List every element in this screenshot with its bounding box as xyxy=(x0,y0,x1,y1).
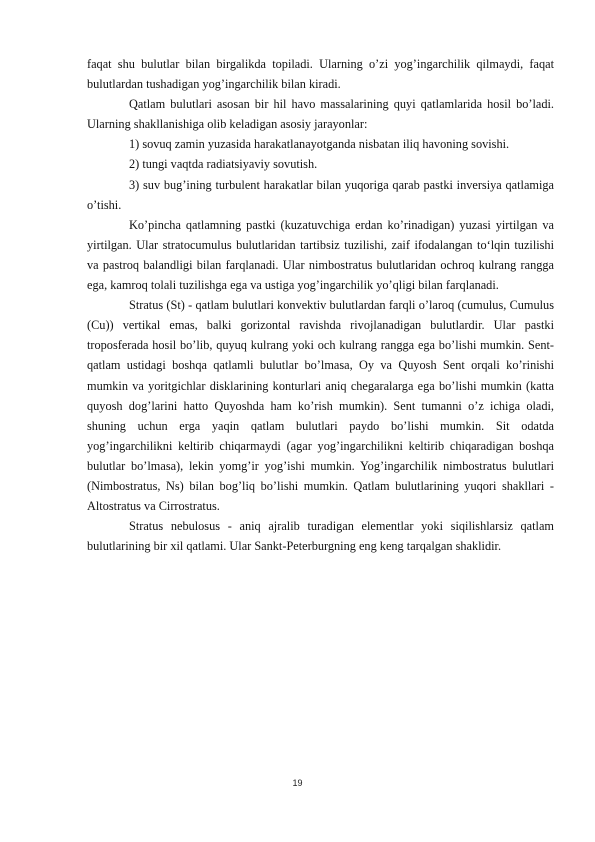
paragraph: 3) suv bug’ining turbulent harakatlar bilan yuqoriga qarab pastki inversiya qatlamiga o’tishi. xyxy=(87,177,554,212)
paragraph: faqat shu bulutlar bilan birgalikda topiladi. Ularning o’zi yog’ingarchilik qilmaydi, faqat bulutlardan tushadigan yog’ingarchilik bilan kiradi. xyxy=(87,57,554,92)
paragraph: Stratus (St) - qatlam bulutlari konvektiv bulutlardan farqli o’laroq (cumulus, Cumulus (Cu)) vertikal emas, balki gorizontal ravishda rivojlanadigan bulutlardir. Ular pastki troposferada hosil bo’lib, quyuq kulrang yoki och kulrang rangga ega bo’lishi mumkin. Sent-qatlam ustidagi boshqa qatlamli bulutlar bo’lmasa, Oy va Quyosh Sent orqali ko’rinishi mumkin va yoritgichlar disklarining konturlari aniq chegaralarga ega bo’lishi mumkin (katta quyosh dog’larini hatto Quyoshda ham ko’rish mumkin). Sent tumanni o’z ichiga oladi, shuning uchun erga yaqin qatlam bulutlari paydo bo’lishi mumkin. Sit odatda yog’ingarchilikni keltirib chiqarmaydi (agar yog’ingarchilikni keltirib chiqaradigan boshqa bulutlar bo’lmasa), lekin yomg’ir yog’ishi mumkin. Yog’ingarchilik nimbostratus bulutlari (Nimbostratus, Ns) bilan bog’liq bo’lishi mumkin. Qatlam bulutlarining yuqori shakllari - Altostratus va Cirrostratus. xyxy=(87,298,554,514)
paragraph: 1) sovuq zamin yuzasida harakatlanayotganda nisbatan iliq havoning sovishi. xyxy=(129,137,510,152)
page-number: 19 xyxy=(292,778,303,788)
paragraph: Qatlam bulutlari asosan bir hil havo massalarining quyi qatlamlarida hosil bo’ladi. Ularning shakllanishiga olib keladigan asosiy jarayonlar: xyxy=(87,97,554,132)
paragraph: Ko’pincha qatlamning pastki (kuzatuvchiga erdan ko’rinadigan) yuzasi yirtilgan va yirtilgan. Ular stratocumulus bulutlaridan tartibsiz tuzilishi, zaif ifodalangan to‘lqin tuzilishi va pastroq balandligi bilan farqlanadi. Ular nimbostratus bulutlaridan ochroq kulrang rangga ega, kamroq tolali tuzilishga ega va ustiga yog’ingarchilik yo’qligi bilan farqlanadi. xyxy=(87,217,554,293)
document-body xyxy=(87,54,554,556)
paragraph: Stratus nebulosus - aniq ajralib turadigan elementlar yoki siqilishlarsiz qatlam bulutlarining bir xil qatlami. Ular Sankt-Peterburgning eng keng tarqalgan shaklidir. xyxy=(87,519,554,554)
paragraph: 2) tungi vaqtda radiatsiyaviy sovutish. xyxy=(129,157,318,172)
